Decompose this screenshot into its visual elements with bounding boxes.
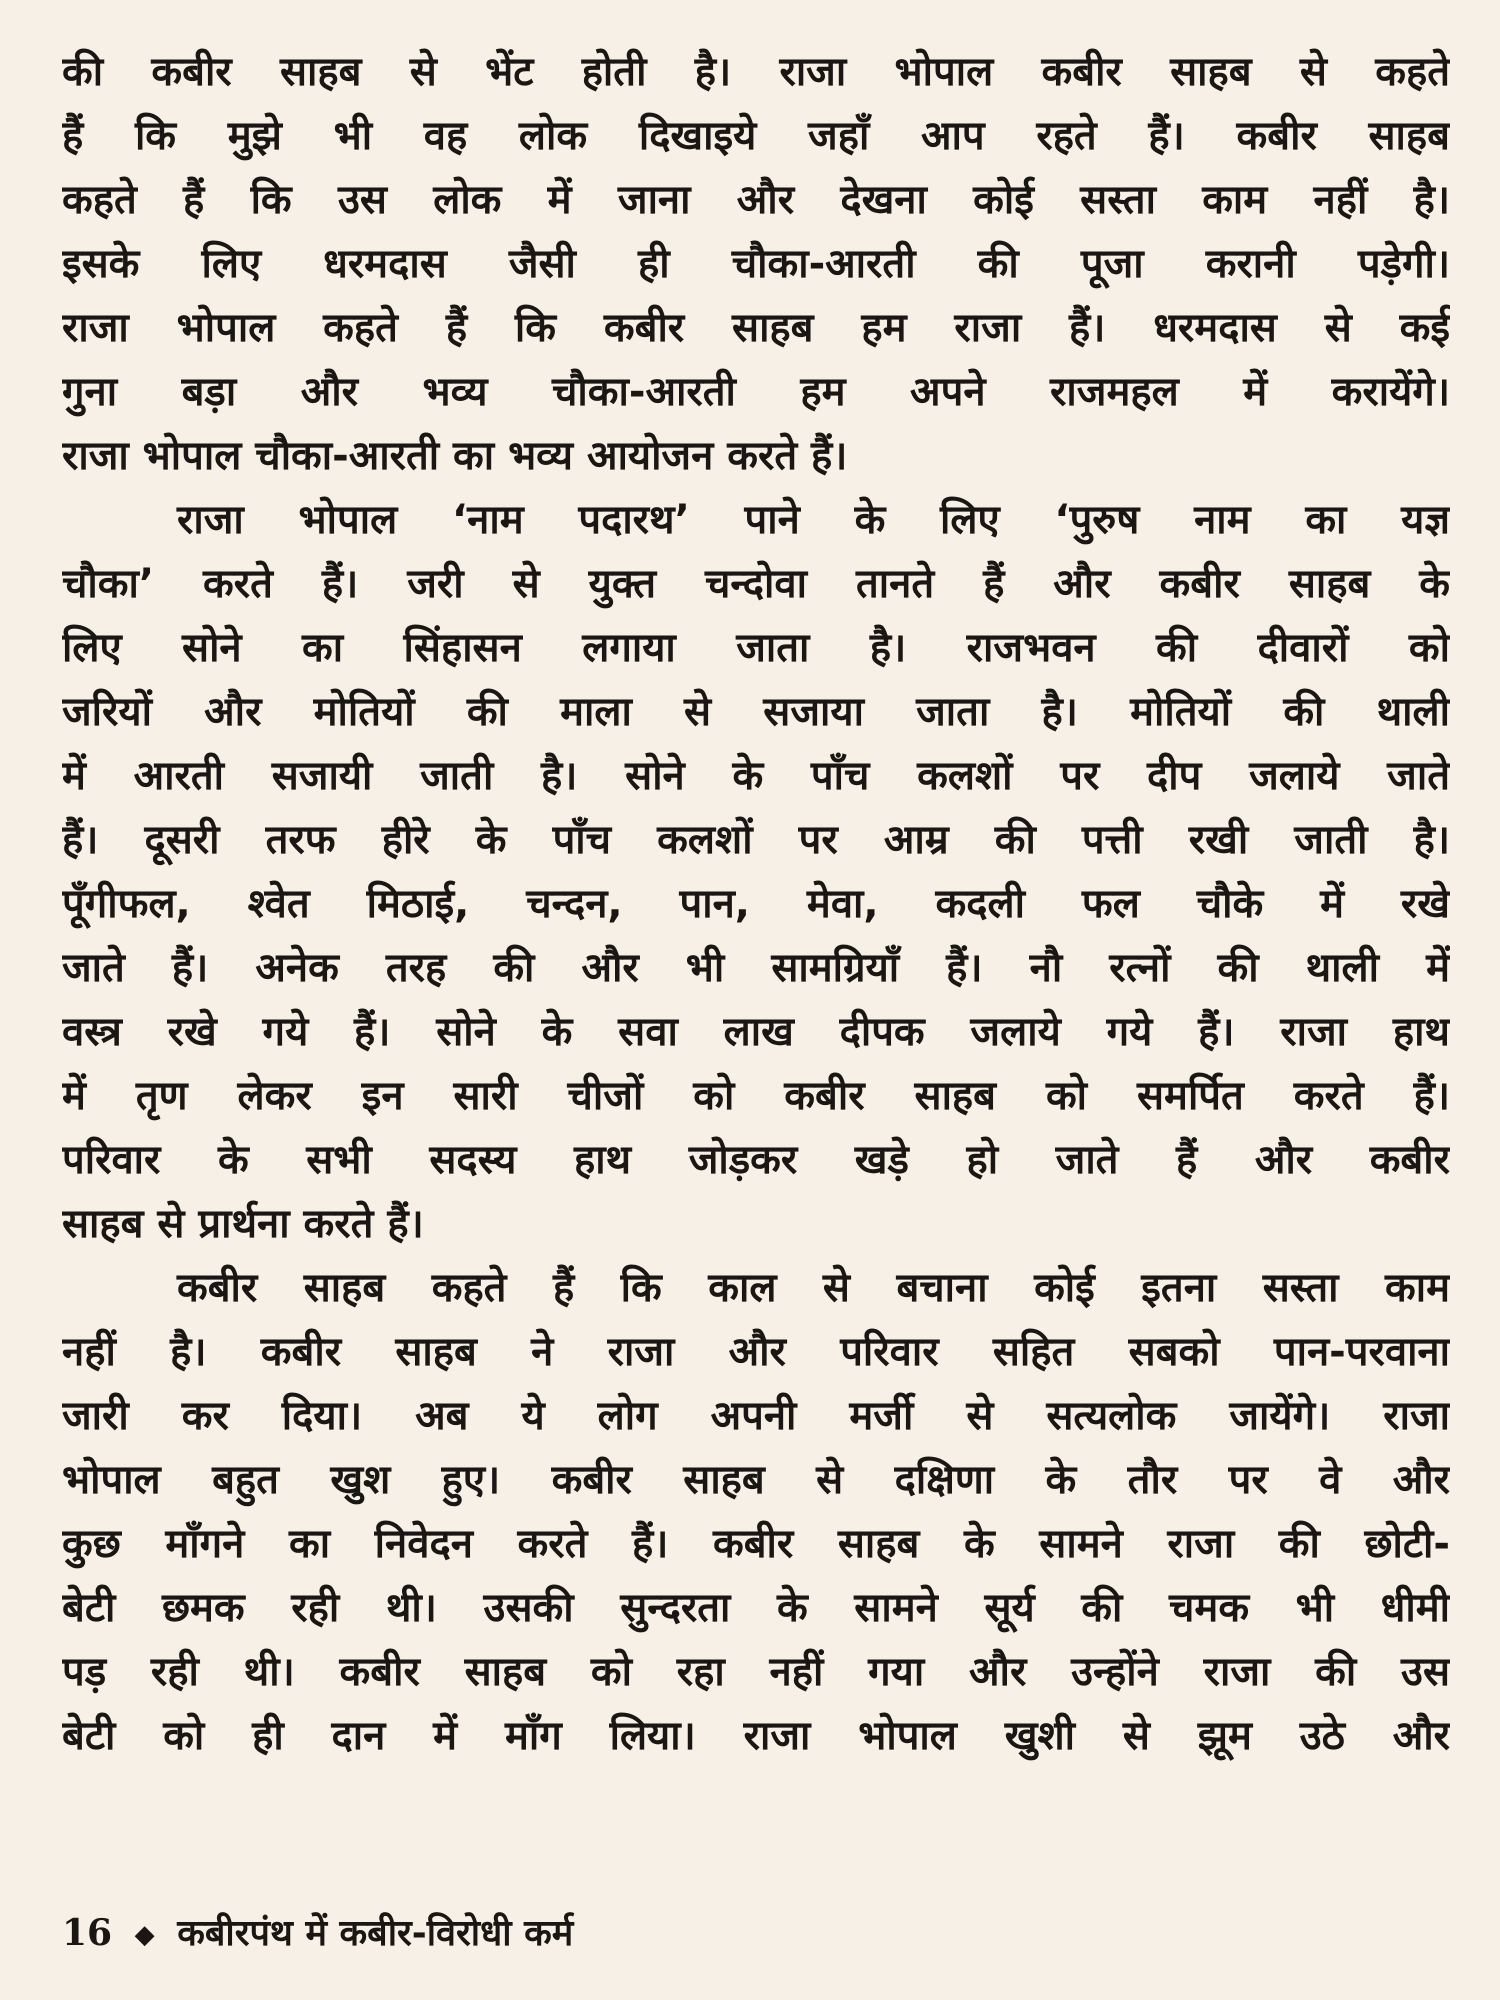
text-line: परिवार के सभी सदस्य हाथ जोड़कर खड़े हो जाते हैं और कबीर: [62, 1137, 1450, 1183]
text-line: में तृण लेकर इन सारी चीजों को कबीर साहब को समर्पित करते हैं।: [62, 1073, 1450, 1119]
text-line: में आरती सजायी जाती है। सोने के पाँच कलशों पर दीप जलाये जाते: [62, 753, 1450, 799]
text-line: कहते हैं कि उस लोक में जाना और देखना कोई सस्ता काम नहीं है।: [62, 177, 1450, 223]
text-line: पड़ रही थी। कबीर साहब को रहा नहीं गया और उन्होंने राजा की उस: [62, 1649, 1450, 1695]
text-line: कुछ माँगने का निवेदन करते हैं। कबीर साहब के सामने राजा की छोटी-: [62, 1521, 1450, 1567]
running-title: कबीरपंथ में कबीर-विरोधी कर्म: [177, 1913, 574, 1954]
page-number: 16: [62, 1912, 113, 1954]
paragraph-3: [62, 1256, 1450, 1768]
text-line: वस्त्र रखे गये हैं। सोने के सवा लाख दीपक जलाये गये हैं। राजा हाथ: [62, 1009, 1450, 1055]
paragraph-2: [62, 488, 1450, 1256]
text-line: लिए सोने का सिंहासन लगाया जाता है। राजभवन की दीवारों को: [62, 625, 1450, 671]
body-text: [62, 40, 1450, 1768]
diamond-separator-icon: ◆: [134, 1920, 155, 1950]
text-line: हैं कि मुझे भी वह लोक दिखाइये जहाँ आप रहते हैं। कबीर साहब: [62, 113, 1450, 159]
text-line: चौका’ करते हैं। जरी से युक्त चन्दोवा तानते हैं और कबीर साहब के: [62, 561, 1450, 607]
text-line: राजा भोपाल चौका-आरती का भव्य आयोजन करते हैं।: [62, 433, 848, 479]
text-line: जाते हैं। अनेक तरह की और भी सामग्रियाँ हैं। नौ रत्नों की थाली में: [62, 945, 1450, 991]
page-footer: [62, 1905, 573, 1961]
text-line: नहीं है। कबीर साहब ने राजा और परिवार सहित सबको पान-परवाना: [62, 1329, 1450, 1375]
text-line: बेटी छमक रही थी। उसकी सुन्दरता के सामने सूर्य की चमक भी धीमी: [62, 1585, 1450, 1631]
text-line: राजा भोपाल कहते हैं कि कबीर साहब हम राजा हैं। धरमदास से कई: [62, 305, 1450, 351]
text-line: राजा भोपाल ‘नाम पदारथ’ पाने के लिए ‘पुरुष नाम का यज्ञ: [177, 497, 1450, 543]
text-line: साहब से प्रार्थना करते हैं।: [62, 1201, 424, 1247]
paragraph-1: [62, 40, 1450, 488]
text-line: कबीर साहब कहते हैं कि काल से बचाना कोई इतना सस्ता काम: [177, 1265, 1450, 1311]
text-line: बेटी को ही दान में माँग लिया। राजा भोपाल खुशी से झूम उठे और: [62, 1713, 1450, 1759]
text-line: पूँगीफल, श्वेत मिठाई, चन्दन, पान, मेवा, कदली फल चौके में रखे: [62, 881, 1450, 927]
text-line: की कबीर साहब से भेंट होती है। राजा भोपाल कबीर साहब से कहते: [62, 49, 1450, 95]
text-line: जारी कर दिया। अब ये लोग अपनी मर्जी से सत्यलोक जायेंगे। राजा: [62, 1393, 1450, 1439]
text-line: भोपाल बहुत खुश हुए। कबीर साहब से दक्षिणा के तौर पर वे और: [62, 1457, 1450, 1503]
text-line: हैं। दूसरी तरफ हीरे के पाँच कलशों पर आम्र की पत्ती रखी जाती है।: [62, 817, 1450, 863]
text-line: इसके लिए धरमदास जैसी ही चौका-आरती की पूजा करानी पड़ेगी।: [62, 241, 1450, 287]
text-line: गुना बड़ा और भव्य चौका-आरती हम अपने राजमहल में करायेंगे।: [62, 369, 1450, 415]
text-line: जरियों और मोतियों की माला से सजाया जाता है। मोतियों की थाली: [62, 689, 1450, 735]
